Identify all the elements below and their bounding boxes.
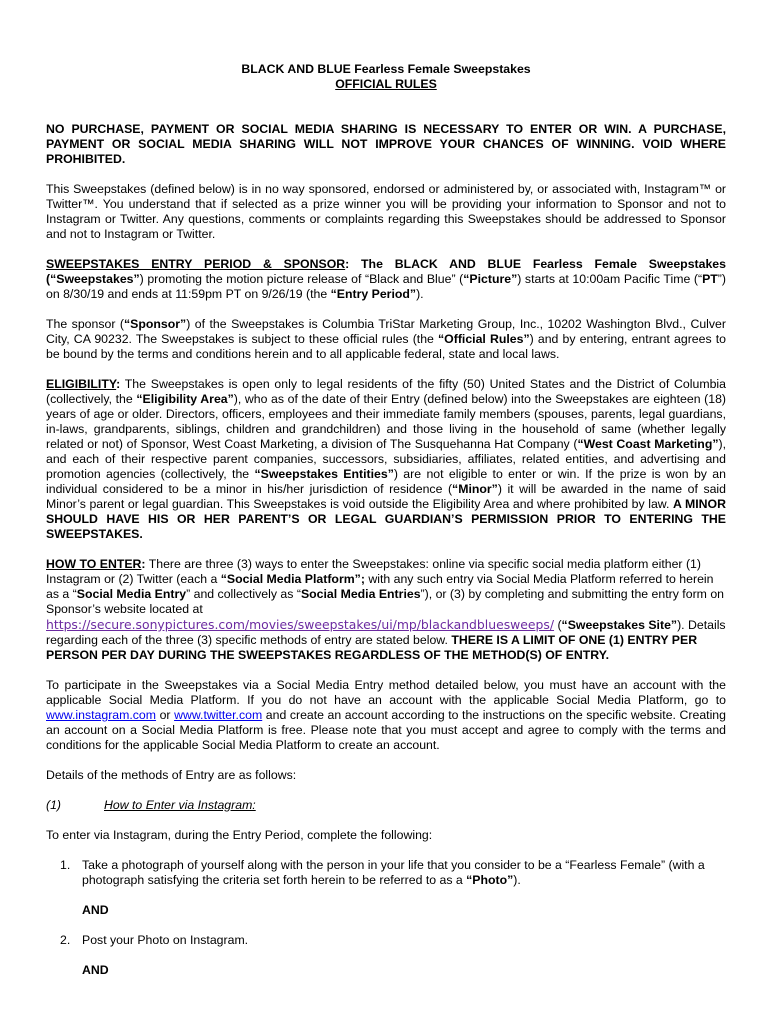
intro-paragraph: This Sweepstakes (defined below) is in no way sponsored, endorsed or administered by, or associated with, Instagram™ or Twitter™. You understand that if selected as a prize winner you will be providing your information to Sponsor and not to Instagram or Twitter. Any questions, comments or complaints regarding this Sweepstakes should be addressed to Sponsor and not to Instagram or Twitter.: [46, 182, 726, 241]
entry-period-heading: SWEEPSTAKES ENTRY PERIOD & SPONSOR: [46, 257, 346, 271]
sponsor-paragraph: The sponsor (“Sponsor”) of the Sweepstakes is Columbia TriStar Marketing Group, Inc., 10202 Washington Blvd., Culver City, CA 90232. The Sweepstakes is subject to these official rules (the “Official Rules”) and by entering, entrant agrees to be bound by the terms and conditions herein and to all applicable federal, state and local laws.: [46, 317, 726, 361]
instagram-steps: [46, 858, 726, 888]
and-label: AND: [82, 903, 109, 917]
instagram-steps-continued: [46, 933, 726, 948]
eligibility-paragraph: ELIGIBILITY: The Sweepstakes is open only to legal residents of the fifty (50) United States and the District of Columbia (collectively, the “Eligibility Area”), who as of the date of their Entry (defined below) into the Sweepstakes are eighteen (18) years of age or older. Directors, officers, employees and their immediate family members (spouses, parents, legal guardians, in-laws, grandparents, siblings, children and grandchildren) and those living in the household of same (whether legally related or not) of Sponsor, West Coast Marketing, a division of The Susquehanna Hat Company (“West Coast Marketing”), and each of their respective parent companies, successors, subsidiaries, affiliates, related entities, and advertising and promotion agencies (collectively, the “Sweepstakes Entities”) are not eligible to enter or win. If the prize is won by an individual considered to be a minor in his/her jurisdiction of residence (“Minor”) it will be awarded in the name of said Minor’s parent or legal guardian. This Sweepstakes is void outside the Eligibility Area and where prohibited by law. A MINOR SHOULD HAVE HIS OR HER PARENT’S OR LEGAL GUARDIAN’S PERMISSION PRIOR TO ENTERING THE SWEEPSTAKES.: [46, 377, 727, 541]
sweepstakes-site-link[interactable]: https://secure.sonypictures.com/movies/sweepstakes/ui/mp/blackandbluesweeps/: [46, 617, 555, 632]
how-to-enter-paragraph: HOW TO ENTER: There are three (3) ways to enter the Sweepstakes: online via specific social media platform either (1) Instagram or (2) Twitter (each a “Social Media Platform”; with any such entry via Social Media Platform referred to herein as a “Social Media Entry” and collectively as “Social Media Entries”), or (3) by completing and submitting the entry form on Sponsor’s website located at https://secure.sonypictures.com/movies/sweepstakes/ui/mp/blackandbluesweeps/ (“Sweepstakes Site”). Details regarding each of the three (3) specific methods of entry are stated below. THERE IS A LIMIT OF ONE (1) ENTRY PER PERSON PER DAY DURING THE SWEEPSTAKES REGARDLESS OF THE METHOD(S) OF ENTRY.: [46, 557, 726, 662]
document-header: [46, 62, 726, 92]
method-instagram-heading: (1) How to Enter via Instagram:: [46, 798, 256, 812]
entry-period-paragraph: SWEEPSTAKES ENTRY PERIOD & SPONSOR: The BLACK AND BLUE Fearless Female Sweepstakes (“Sweepstakes”) promoting the motion picture release of “Black and Blue” (“Picture”) starts at 10:00am Pacific Time (“PT”) on 8/30/19 and ends at 11:59pm PT on 9/26/19 (the “Entry Period”).: [46, 257, 726, 301]
document-subtitle: OFFICIAL RULES: [335, 77, 437, 91]
list-item: 2. Post your Photo on Instagram.: [60, 933, 249, 947]
document-title: BLACK AND BLUE Fearless Female Sweepstakes: [241, 62, 531, 76]
details-intro: Details of the methods of Entry are as follows:: [46, 768, 297, 782]
instagram-link[interactable]: www.instagram.com: [46, 708, 157, 722]
how-to-enter-heading: HOW TO ENTER: [46, 557, 142, 571]
eligibility-heading: ELIGIBILITY: [46, 377, 117, 391]
rules-document: [46, 62, 726, 993]
list-item: 1. Take a photograph of yourself along with the person in your life that you consider to be a “Fearless Female” (with a photograph satisfying the criteria set forth herein to be referred to as a “Photo”).: [60, 858, 705, 887]
participate-paragraph: To participate in the Sweepstakes via a Social Media Entry method detailed below, you must have an account with the applicable Social Media Platform. If you do not have an account with the applicable Social Media Platform, go to www.instagram.com or www.twitter.com and create an account according to the instructions on the specific website. Creating an account on a Social Media Platform is free. Please note that you must accept and agree to comply with the terms and conditions for the applicable Social Media Platform to create an account.: [46, 678, 726, 752]
twitter-link[interactable]: www.twitter.com: [174, 708, 263, 722]
and-label: AND: [82, 963, 109, 977]
instagram-intro: To enter via Instagram, during the Entry Period, complete the following:: [46, 828, 433, 842]
disclaimer-paragraph: NO PURCHASE, PAYMENT OR SOCIAL MEDIA SHARING IS NECESSARY TO ENTER OR WIN. A PURCHASE, PAYMENT OR SOCIAL MEDIA SHARING WILL NOT IMPROVE YOUR CHANCES OF WINNING. VOID WHERE PROHIBITED.: [46, 122, 726, 166]
